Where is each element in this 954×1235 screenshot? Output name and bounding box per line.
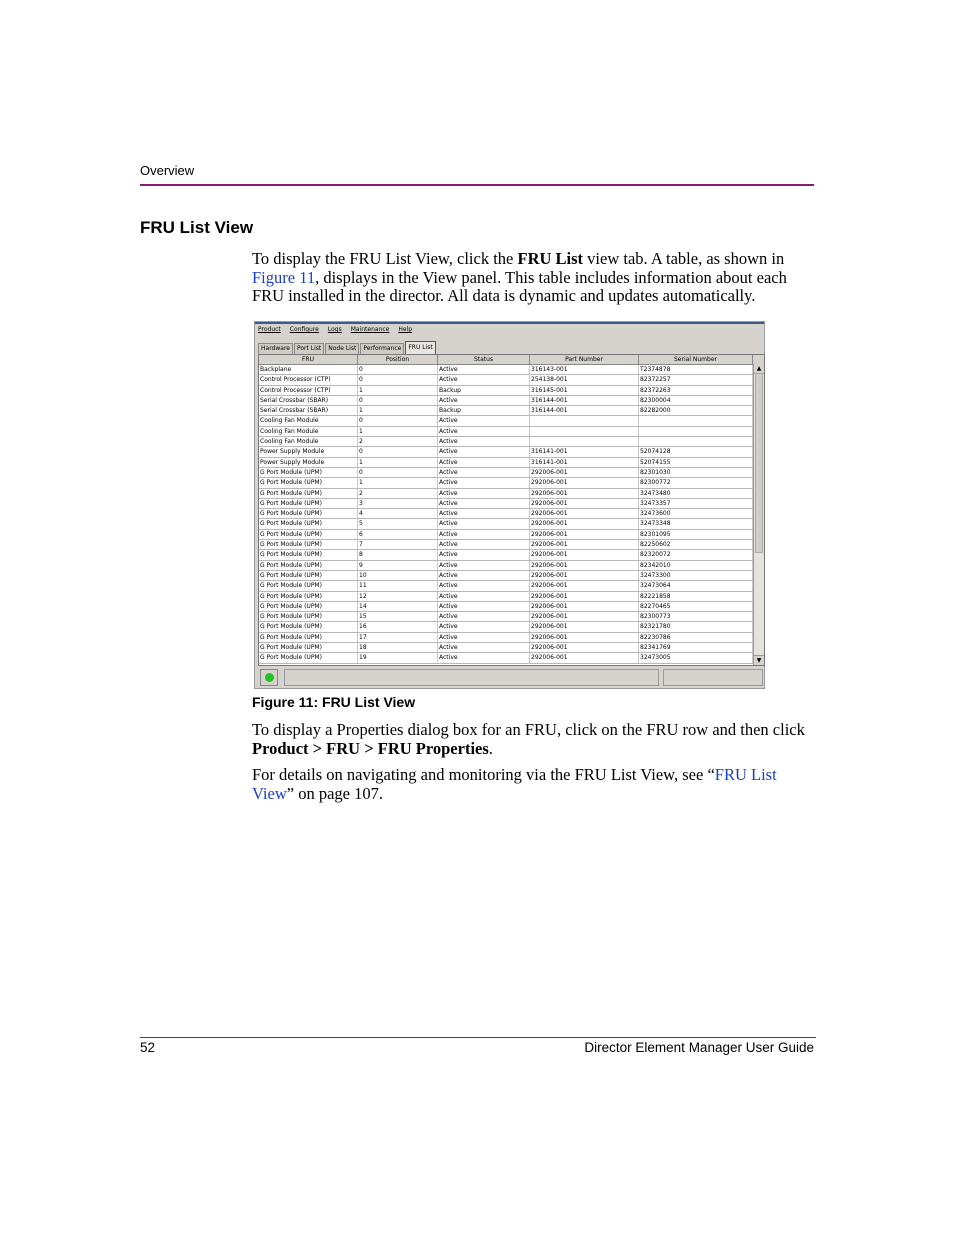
- table-cell: Serial Crossbar (SBAR): [259, 406, 358, 415]
- table-cell: 82282000: [639, 406, 753, 415]
- table-row[interactable]: [259, 602, 764, 612]
- table-cell: Serial Crossbar (SBAR): [259, 396, 358, 405]
- table-cell: 292006-001: [530, 571, 639, 580]
- table-row[interactable]: [259, 406, 764, 416]
- table-cell: Active: [438, 447, 530, 456]
- table-cell: 16: [358, 622, 438, 631]
- table-cell: 82230786: [639, 633, 753, 642]
- column-header[interactable]: Serial Number: [639, 355, 753, 364]
- table-row[interactable]: [259, 375, 764, 385]
- table-cell: Active: [438, 540, 530, 549]
- menu-item[interactable]: Maintenance: [350, 326, 390, 333]
- table-cell: 2: [358, 437, 438, 446]
- table-row[interactable]: [259, 499, 764, 509]
- table-cell: 9: [358, 561, 438, 570]
- table-cell: Active: [438, 458, 530, 467]
- para2-text-2: .: [488, 738, 493, 758]
- table-cell: 32473300: [639, 571, 753, 580]
- table-cell: 292006-001: [530, 561, 639, 570]
- table-row[interactable]: [259, 468, 764, 478]
- table-cell: 7: [358, 540, 438, 549]
- table-cell: Active: [438, 550, 530, 559]
- table-cell: 292006-001: [530, 509, 639, 518]
- para3-text-2: ” on page 107.: [286, 783, 383, 803]
- intro-paragraph: [252, 250, 817, 306]
- table-cell: G Port Module (UPM): [259, 571, 358, 580]
- table-cell: 292006-001: [530, 581, 639, 590]
- table-row[interactable]: [259, 550, 764, 560]
- table-cell: Backup: [438, 406, 530, 415]
- table-cell: Active: [438, 622, 530, 631]
- table-cell: 292006-001: [530, 622, 639, 631]
- status-message-box: [284, 669, 659, 686]
- table-cell: [639, 427, 753, 436]
- table-cell: 316141-001: [530, 458, 639, 467]
- table-cell: 292006-001: [530, 653, 639, 662]
- view-tab[interactable]: Performance: [360, 343, 404, 354]
- view-tabs: [258, 341, 436, 354]
- table-cell: 0: [358, 468, 438, 477]
- table-row[interactable]: [259, 633, 764, 643]
- table-cell: Power Supply Module: [259, 447, 358, 456]
- intro-text-1: To display the FRU List View, click the: [252, 249, 518, 268]
- table-cell: 32473480: [639, 489, 753, 498]
- table-cell: 316144-001: [530, 406, 639, 415]
- table-cell: [639, 416, 753, 425]
- table-cell: 4: [358, 509, 438, 518]
- table-cell: 82250602: [639, 540, 753, 549]
- table-row[interactable]: [259, 540, 764, 550]
- table-cell: Cooling Fan Module: [259, 437, 358, 446]
- table-cell: 0: [358, 396, 438, 405]
- table-cell: 254138-001: [530, 375, 639, 384]
- scroll-thumb[interactable]: [755, 373, 763, 553]
- table-row[interactable]: [259, 561, 764, 571]
- table-row[interactable]: [259, 437, 764, 447]
- table-cell: 32473005: [639, 653, 753, 662]
- para2-text-1: To display a Properties dialog box for an FRU, click on the FRU row and then click: [252, 720, 805, 739]
- table-cell: Control Processor (CTP): [259, 375, 358, 384]
- table-cell: 292006-001: [530, 489, 639, 498]
- table-cell: 32473600: [639, 509, 753, 518]
- properties-paragraph: [252, 721, 817, 758]
- status-bar: [258, 668, 763, 687]
- figure-link[interactable]: Figure 11: [252, 267, 316, 287]
- table-body: [259, 365, 764, 664]
- table-cell: 292006-001: [530, 602, 639, 611]
- table-row[interactable]: [259, 643, 764, 653]
- table-cell: Active: [438, 478, 530, 487]
- table-header: [259, 355, 764, 365]
- table-cell: 316141-001: [530, 447, 639, 456]
- table-cell: G Port Module (UPM): [259, 581, 358, 590]
- table-cell: 82270465: [639, 602, 753, 611]
- table-cell: G Port Module (UPM): [259, 499, 358, 508]
- table-cell: 316143-001: [530, 365, 639, 374]
- table-cell: G Port Module (UPM): [259, 550, 358, 559]
- table-row[interactable]: [259, 458, 764, 468]
- table-cell: 0: [358, 447, 438, 456]
- table-row[interactable]: [259, 592, 764, 602]
- table-cell: 8: [358, 550, 438, 559]
- table-cell: G Port Module (UPM): [259, 612, 358, 621]
- table-cell: Active: [438, 427, 530, 436]
- table-cell: 5: [358, 519, 438, 528]
- table-cell: Active: [438, 375, 530, 384]
- table-cell: 32473357: [639, 499, 753, 508]
- page-number: 52: [140, 1040, 156, 1055]
- table-row[interactable]: [259, 653, 764, 663]
- table-row[interactable]: [259, 396, 764, 406]
- table-cell: Power Supply Module: [259, 458, 358, 467]
- table-cell: 1: [358, 386, 438, 395]
- table-cell: [530, 427, 639, 436]
- table-row[interactable]: [259, 530, 764, 540]
- table-cell: 6: [358, 530, 438, 539]
- table-cell: G Port Module (UPM): [259, 633, 358, 642]
- column-header[interactable]: Status: [438, 355, 530, 364]
- table-cell: G Port Module (UPM): [259, 592, 358, 601]
- table-cell: Active: [438, 489, 530, 498]
- running-header: Overview: [140, 163, 195, 178]
- table-cell: 14: [358, 602, 438, 611]
- table-cell: 1: [358, 458, 438, 467]
- menu-bar: [257, 326, 413, 336]
- table-row[interactable]: [259, 571, 764, 581]
- section-title: FRU List View: [140, 218, 254, 237]
- table-cell: 32473064: [639, 581, 753, 590]
- table-cell: 82300773: [639, 612, 753, 621]
- table-cell: Active: [438, 499, 530, 508]
- table-cell: 2: [358, 489, 438, 498]
- table-cell: Active: [438, 633, 530, 642]
- footer-rule: [140, 1037, 816, 1038]
- table-row[interactable]: [259, 447, 764, 457]
- fru-list-view-link[interactable]: FRU List View: [252, 765, 777, 803]
- table-cell: Control Processor (CTP): [259, 386, 358, 395]
- table-cell: Active: [438, 643, 530, 652]
- table-cell: 15: [358, 612, 438, 621]
- column-header[interactable]: FRU: [259, 355, 358, 364]
- table-cell: 11: [358, 581, 438, 590]
- table-cell: Active: [438, 612, 530, 621]
- table-cell: G Port Module (UPM): [259, 530, 358, 539]
- column-header[interactable]: Position: [358, 355, 438, 364]
- table-row[interactable]: [259, 478, 764, 488]
- column-header[interactable]: Part Number: [530, 355, 639, 364]
- table-cell: G Port Module (UPM): [259, 489, 358, 498]
- table-cell: 82300772: [639, 478, 753, 487]
- menu-item[interactable]: Help: [398, 326, 413, 333]
- table-cell: [639, 437, 753, 446]
- table-cell: Backplane: [259, 365, 358, 374]
- intro-text-2: view tab. A table, as shown in: [583, 249, 785, 268]
- table-cell: 52074155: [639, 458, 753, 467]
- fru-table: [258, 354, 765, 666]
- table-cell: 18: [358, 643, 438, 652]
- table-cell: Active: [438, 602, 530, 611]
- table-cell: Cooling Fan Module: [259, 416, 358, 425]
- table-cell: 82341769: [639, 643, 753, 652]
- table-cell: 82301030: [639, 468, 753, 477]
- table-cell: T2374878: [639, 365, 753, 374]
- table-row[interactable]: [259, 427, 764, 437]
- table-cell: Active: [438, 396, 530, 405]
- table-cell: 292006-001: [530, 468, 639, 477]
- vertical-scrollbar[interactable]: [753, 364, 764, 665]
- view-tab[interactable]: Node List: [325, 343, 359, 354]
- table-cell: G Port Module (UPM): [259, 602, 358, 611]
- table-cell: 292006-001: [530, 478, 639, 487]
- table-cell: 316145-001: [530, 386, 639, 395]
- table-cell: 32473348: [639, 519, 753, 528]
- table-cell: Active: [438, 468, 530, 477]
- table-cell: Cooling Fan Module: [259, 427, 358, 436]
- guide-title: Director Element Manager User Guide: [584, 1040, 814, 1055]
- table-cell: 82300004: [639, 396, 753, 405]
- table-row[interactable]: [259, 386, 764, 396]
- table-row[interactable]: [259, 509, 764, 519]
- table-cell: 82372257: [639, 375, 753, 384]
- view-tab[interactable]: Port List: [294, 343, 324, 354]
- table-cell: 19: [358, 653, 438, 662]
- fru-list-screenshot: [254, 321, 765, 689]
- table-cell: Active: [438, 519, 530, 528]
- status-info-box: [663, 669, 763, 686]
- table-cell: 0: [358, 416, 438, 425]
- table-cell: G Port Module (UPM): [259, 540, 358, 549]
- table-cell: Active: [438, 571, 530, 580]
- table-cell: 82320072: [639, 550, 753, 559]
- table-cell: 316144-001: [530, 396, 639, 405]
- table-cell: Active: [438, 365, 530, 374]
- menu-item[interactable]: Logs: [327, 326, 342, 333]
- intro-text-3: , displays in the View panel. This table includes information about each FRU installed in the director. All data is dynamic and updates automatically.: [252, 267, 787, 305]
- table-cell: 292006-001: [530, 633, 639, 642]
- table-cell: G Port Module (UPM): [259, 653, 358, 662]
- header-rule: [140, 184, 814, 186]
- table-cell: G Port Module (UPM): [259, 509, 358, 518]
- status-led: [260, 669, 278, 686]
- table-cell: 292006-001: [530, 519, 639, 528]
- view-tab[interactable]: FRU List: [405, 341, 435, 354]
- table-cell: G Port Module (UPM): [259, 622, 358, 631]
- table-cell: 1: [358, 478, 438, 487]
- table-cell: 292006-001: [530, 612, 639, 621]
- table-cell: 0: [358, 365, 438, 374]
- table-cell: 82372263: [639, 386, 753, 395]
- table-cell: [530, 416, 639, 425]
- table-cell: Active: [438, 530, 530, 539]
- title-strip: [255, 322, 764, 324]
- table-cell: 292006-001: [530, 550, 639, 559]
- table-cell: 82342010: [639, 561, 753, 570]
- table-cell: 292006-001: [530, 643, 639, 652]
- table-cell: 292006-001: [530, 499, 639, 508]
- table-cell: G Port Module (UPM): [259, 519, 358, 528]
- table-cell: 82321780: [639, 622, 753, 631]
- status-led-icon: [265, 673, 274, 682]
- table-cell: Active: [438, 561, 530, 570]
- table-cell: 0: [358, 375, 438, 384]
- menu-item[interactable]: Product: [258, 326, 281, 333]
- table-cell: G Port Module (UPM): [259, 643, 358, 652]
- table-row[interactable]: [259, 365, 764, 375]
- table-cell: G Port Module (UPM): [259, 478, 358, 487]
- table-cell: 82301095: [639, 530, 753, 539]
- table-cell: Active: [438, 437, 530, 446]
- table-cell: 17: [358, 633, 438, 642]
- scroll-up-icon[interactable]: ▲: [754, 364, 764, 374]
- table-cell: Active: [438, 653, 530, 662]
- menu-item[interactable]: Configure: [289, 326, 319, 333]
- table-cell: Active: [438, 509, 530, 518]
- intro-bold: FRU List: [517, 249, 584, 268]
- scroll-down-icon[interactable]: ▼: [754, 655, 764, 665]
- table-cell: 292006-001: [530, 592, 639, 601]
- table-cell: 292006-001: [530, 530, 639, 539]
- table-cell: 82221858: [639, 592, 753, 601]
- table-row[interactable]: [259, 416, 764, 426]
- table-cell: 10: [358, 571, 438, 580]
- para2-bold: Product > FRU > FRU Properties: [252, 738, 489, 758]
- table-cell: 1: [358, 427, 438, 436]
- table-cell: 1: [358, 406, 438, 415]
- table-cell: G Port Module (UPM): [259, 561, 358, 570]
- table-cell: Active: [438, 581, 530, 590]
- table-row[interactable]: [259, 489, 764, 499]
- view-tab[interactable]: Hardware: [258, 343, 293, 354]
- table-cell: [530, 437, 639, 446]
- table-cell: 292006-001: [530, 540, 639, 549]
- table-row[interactable]: [259, 612, 764, 622]
- table-row[interactable]: [259, 519, 764, 529]
- table-cell: G Port Module (UPM): [259, 468, 358, 477]
- table-cell: Backup: [438, 386, 530, 395]
- figure-caption: Figure 11: FRU List View: [252, 694, 416, 710]
- details-paragraph: [252, 766, 817, 803]
- table-cell: 52074128: [639, 447, 753, 456]
- table-cell: 3: [358, 499, 438, 508]
- table-cell: Active: [438, 416, 530, 425]
- para3-text-1: For details on navigating and monitoring via the FRU List View, see “: [252, 765, 715, 784]
- table-cell: 12: [358, 592, 438, 601]
- table-row[interactable]: [259, 622, 764, 632]
- table-cell: Active: [438, 592, 530, 601]
- table-row[interactable]: [259, 581, 764, 591]
